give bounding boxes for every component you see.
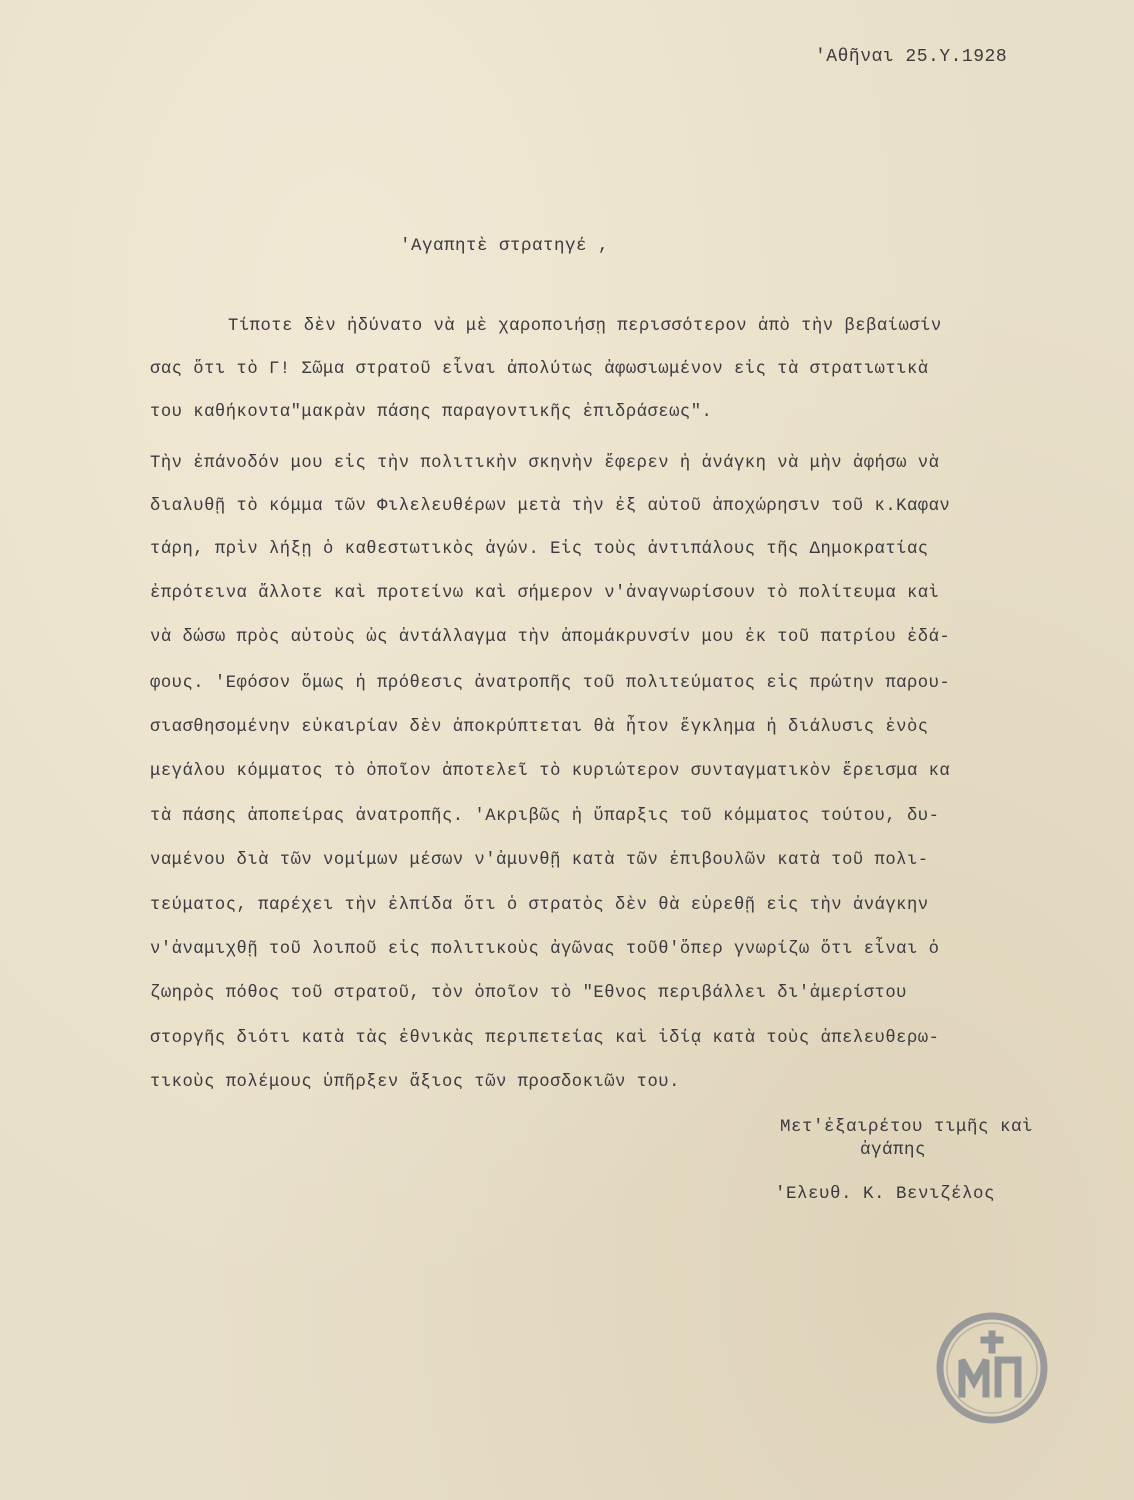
body-line: ναμένου διὰ τῶν νομίμων μέσων ν'ἀμυνθῇ κατὰ τῶν ἐπιβουλῶν κατὰ τοῦ πολι- <box>150 851 929 870</box>
signature: 'Ελευθ. Κ. Βενιζέλος <box>775 1184 996 1204</box>
body-line: ἐπρότεινα ἄλλοτε καὶ προτείνω καὶ σήμερον ν'ἀναγνωρίσουν τὸ πολίτευμα καὶ <box>150 584 940 603</box>
body-line: τὰ πάσης ἀποπείρας ἀνατροπῆς. 'Ακριβῶς ἡ ὕπαρξις τοῦ κόμματος τούτου, δυ- <box>150 807 940 826</box>
body-line: Τὴν ἐπάνοδόν μου εἰς τὴν πολιτικὴν σκηνὴν ἔφερεν ἡ ἀνάγκη νὰ μὴν ἀφήσω νὰ <box>150 454 940 473</box>
body-line: σιασθησομένην εὐκαιρίαν δὲν ἀποκρύπτεται θὰ ἦτον ἔγκλημα ἡ διάλυσις ἑνὸς <box>150 718 929 737</box>
letter-date: 'Αθῆναι 25.Υ.1928 <box>815 47 1008 67</box>
body-line: τάρη, πρὶν λήξῃ ὁ καθεστωτικὸς ἀγών. Εἰς τοὺς ἀντιπάλους τῆς Δημοκρατίας <box>150 540 929 559</box>
body-line: τικοὺς πολέμους ὑπῆρξεν ἄξιος τῶν προσδοκιῶν του. <box>150 1073 680 1092</box>
salutation: 'Αγαπητὲ στρατηγέ , <box>400 236 610 256</box>
body-line: στοργῆς διότι κατὰ τὰς ἐθνικὰς περιπετείας καὶ ἰδίᾳ κατὰ τοὺς ἀπελευθερω- <box>150 1029 940 1048</box>
body-line: Τίποτε δὲν ἠδύνατο νὰ μὲ χαροποιήσῃ περισσότερον ἀπὸ τὴν βεβαίωσίν <box>228 317 942 336</box>
body-line: του καθήκοντα"μακρὰν πάσης παραγοντικῆς ἐπιδράσεως". <box>150 403 713 422</box>
closing-line: Μετ'ἐξαιρέτου τιμῆς καὶ <box>780 1117 1034 1137</box>
body-line: ζωηρὸς πόθος τοῦ στρατοῦ, τὸν ὁποῖον τὸ "Εθνος περιβάλλει δι'ἀμερίστου <box>150 984 907 1003</box>
body-line: φους. 'Εφόσον ὅμως ἡ πρόθεσις ἀνατροπῆς τοῦ πολιτεύματος εἰς πρώτην παρου- <box>150 674 951 693</box>
closing-line: ἀγάπης <box>860 1140 927 1160</box>
body-line: νὰ δώσω πρὸς αὐτοὺς ὡς ἀντάλλαγμα τὴν ἀπομάκρυνσίν μου ἐκ τοῦ πατρίου ἐδά- <box>150 628 951 647</box>
body-line: τεύματος, παρέχει τὴν ἐλπίδα ὅτι ὁ στρατὸς δὲν θὰ εὑρεθῇ εἰς τὴν ἀνάγκην <box>150 896 929 915</box>
body-line: διαλυθῇ τὸ κόμμα τῶν Φιλελευθέρων μετὰ τὴν ἐξ αὐτοῦ ἀποχώρησιν τοῦ κ.Καφαν <box>150 497 951 516</box>
body-line: μεγάλου κόμματος τὸ ὁποῖον ἀποτελεῖ τὸ κυριώτερον συνταγματικὸν ἔρεισμα κα <box>150 762 951 781</box>
body-line: σας ὅτι τὸ Γ! Σῶμα στρατοῦ εἶναι ἀπολύτως ἀφωσιωμένον εἰς τὰ στρατιωτικὰ <box>150 360 929 379</box>
archive-stamp-logo <box>934 1310 1050 1426</box>
body-line: ν'ἀναμιχθῇ τοῦ λοιποῦ εἰς πολιτικοὺς ἀγῶνας τοῦθ'ὅπερ γνωρίζω ὅτι εἶναι ὁ <box>150 940 940 959</box>
